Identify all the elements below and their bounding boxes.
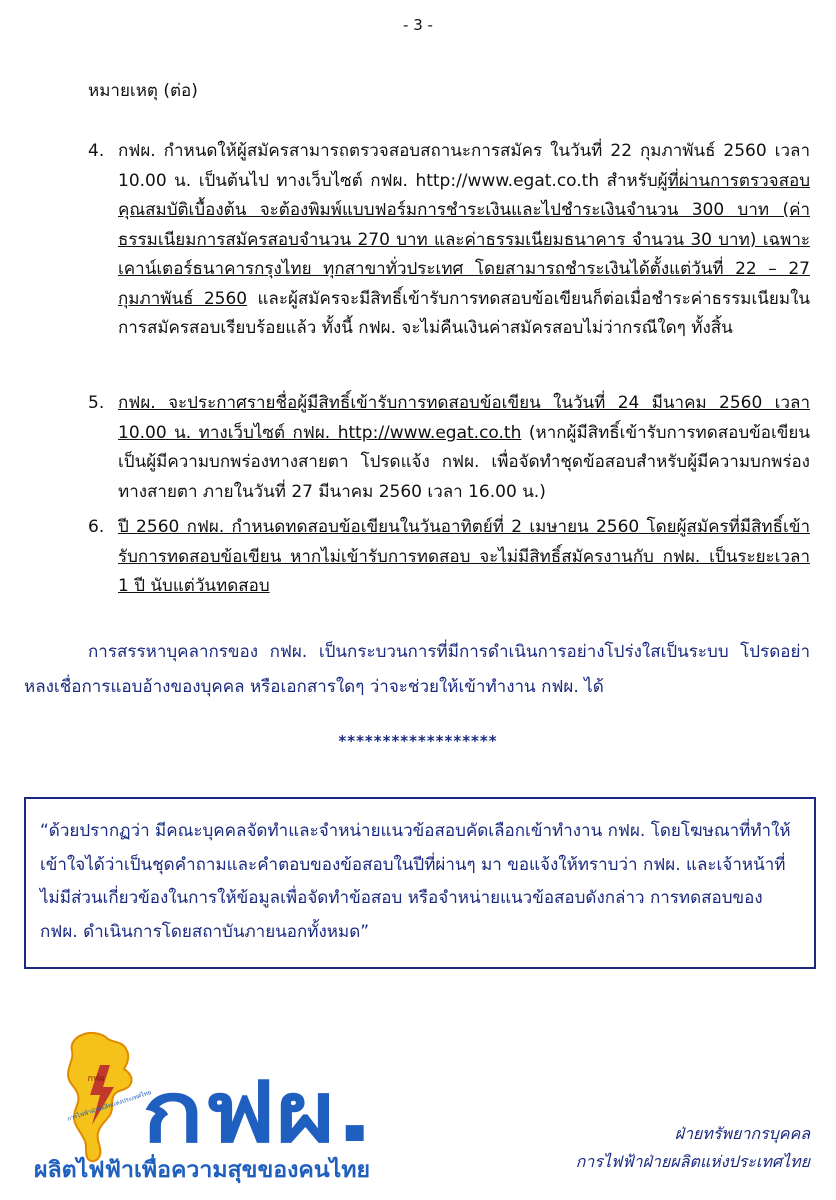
separator-stars: ******************	[338, 732, 498, 750]
note-heading: หมายเหตุ (ต่อ)	[88, 81, 198, 101]
note-item-6	[88, 513, 810, 603]
note-item-5	[88, 389, 810, 509]
egat-logo-graphic	[30, 1025, 390, 1185]
egat-wordmark: กฟผ.	[142, 1063, 374, 1161]
egat-logo	[30, 1025, 390, 1185]
item-number: 4.	[88, 141, 105, 161]
footer-line-organization: การไฟฟ้าฝ่ายผลิตแห่งประเทศไทย	[575, 1152, 810, 1171]
page-number: - 3 -	[403, 16, 433, 34]
item-text	[118, 513, 810, 602]
map-mark-text: กฟผ	[87, 1074, 105, 1084]
notice-box	[24, 797, 816, 969]
map-caption-text: การไฟฟ้าฝ่ายผลิตแห่งประเทศไทย	[66, 1089, 153, 1123]
footer-signature	[576, 1120, 810, 1176]
item-text-segment-underlined: ผู้ที่ผ่านการตรวจสอบคุณสมบัติเบื้องต้น จะต้องพิมพ์แบบฟอร์มการชำระเงินและไปชำระเงินจำนวน 300 บาท (ค่าธรรมเนียมการสมัครสอบจำนวน 270 บาท และค่าธรรมเนียมธนาคาร จำนวน 30 บาท) เฉพาะเคาน์เตอร์ธนาคารกรุงไทย ทุกสาขาทั่วประเทศ โดยสามารถชำระเงินได้ตั้งแต่วันที่ 22 – 27 กุมภาพันธ์ 2560	[118, 170, 810, 309]
note-item-4	[88, 137, 810, 375]
item-text	[118, 137, 810, 344]
notice-box-text: “ด้วยปรากฏว่า มีคณะบุคคลจัดทำและจำหน่ายแนวข้อสอบคัดเลือกเข้าทำงาน กฟผ. โดยโฆษณาที่ทำให้เข้าใจได้ว่าเป็นชุดคำถามและคำตอบของข้อสอบในปีที่ผ่านๆ มา ขอแจ้งให้ทราบว่า กฟผ. และเจ้าหน้าที่ไม่มีส่วนเกี่ยวข้องในการให้ข้อมูลเพื่อจัดทำข้อสอบ หรือจำหน่ายแนวข้อสอบดังกล่าว การทดสอบของ กฟผ. ดำเนินการโดยสถาบันภายนอกทั้งหมด”	[40, 821, 791, 942]
item-number: 5.	[88, 393, 105, 413]
item-text-segment-underlined: กฟผ. จะประกาศรายชื่อผู้มีสิทธิ์เข้ารับการทดสอบข้อเขียน ในวันที่ 24 มีนาคม 2560 เวลา 10.00 น. ทางเว็บไซต์ กฟผ. http://www.egat.co.th	[118, 393, 810, 443]
closing-paragraph: การสรรหาบุคลากรของ กฟผ. เป็นกระบวนการที่มีการดำเนินการอย่างโปร่งใสเป็นระบบ โปรดอย่าหลงเชื่อการแอบอ้างของบุคคล หรือเอกสารใดๆ ว่าจะช่วยให้เข้าทำงาน กฟผ. ได้	[24, 642, 810, 697]
item-text-segment: และผู้สมัครจะมีสิทธิ์เข้ารับการทดสอบข้อเขียนก็ต่อเมื่อชำระค่าธรรมเนียมในการสมัครสอบเรียบร้อยแล้ว ทั้งนี้ กฟผ. จะไม่คืนเงินค่าสมัครสอบไม่ว่ากรณีใดๆ ทั้งสิ้น	[118, 288, 810, 338]
item-text-segment: กฟผ. กำหนดให้ผู้สมัครสามารถตรวจสอบสถานะการสมัคร ในวันที่ 22 กุมภาพันธ์ 2560 เวลา 10.00 น. เป็นต้นไป ทางเว็บไซต์ กฟผ. http://www.egat.co.th สำหรับ	[118, 141, 810, 191]
item-text-segment-underlined: ปี 2560 กฟผ. กำหนดทดสอบข้อเขียนในวันอาทิตย์ที่ 2 เมษายน 2560 โดยผู้สมัครที่มีสิทธิ์เข้ารับการทดสอบข้อเขียน หากไม่เข้ารับการทดสอบ จะไม่มีสิทธิ์สมัครงานกับ กฟผ. เป็นระยะเวลา 1 ปี นับแต่วันทดสอบ	[118, 517, 810, 596]
footer-line-department: ฝ่ายทรัพยากรบุคคล	[674, 1124, 810, 1143]
egat-slogan: ผลิตไฟฟ้าเพื่อความสุขของคนไทย	[34, 1158, 355, 1183]
item-text-segment: (หากผู้มีสิทธิ์เข้ารับการทดสอบข้อเขียนเป็นผู้มีความบกพร่องทางสายตา โปรดแจ้ง กฟผ. เพื่อจัดทำชุดข้อสอบสำหรับผู้มีความบกพร่องทางสายตา ภายในวันที่ 27 มีนาคม 2560 เวลา 16.00 น.)	[118, 422, 810, 502]
item-text	[118, 389, 810, 507]
item-number: 6.	[88, 517, 105, 537]
